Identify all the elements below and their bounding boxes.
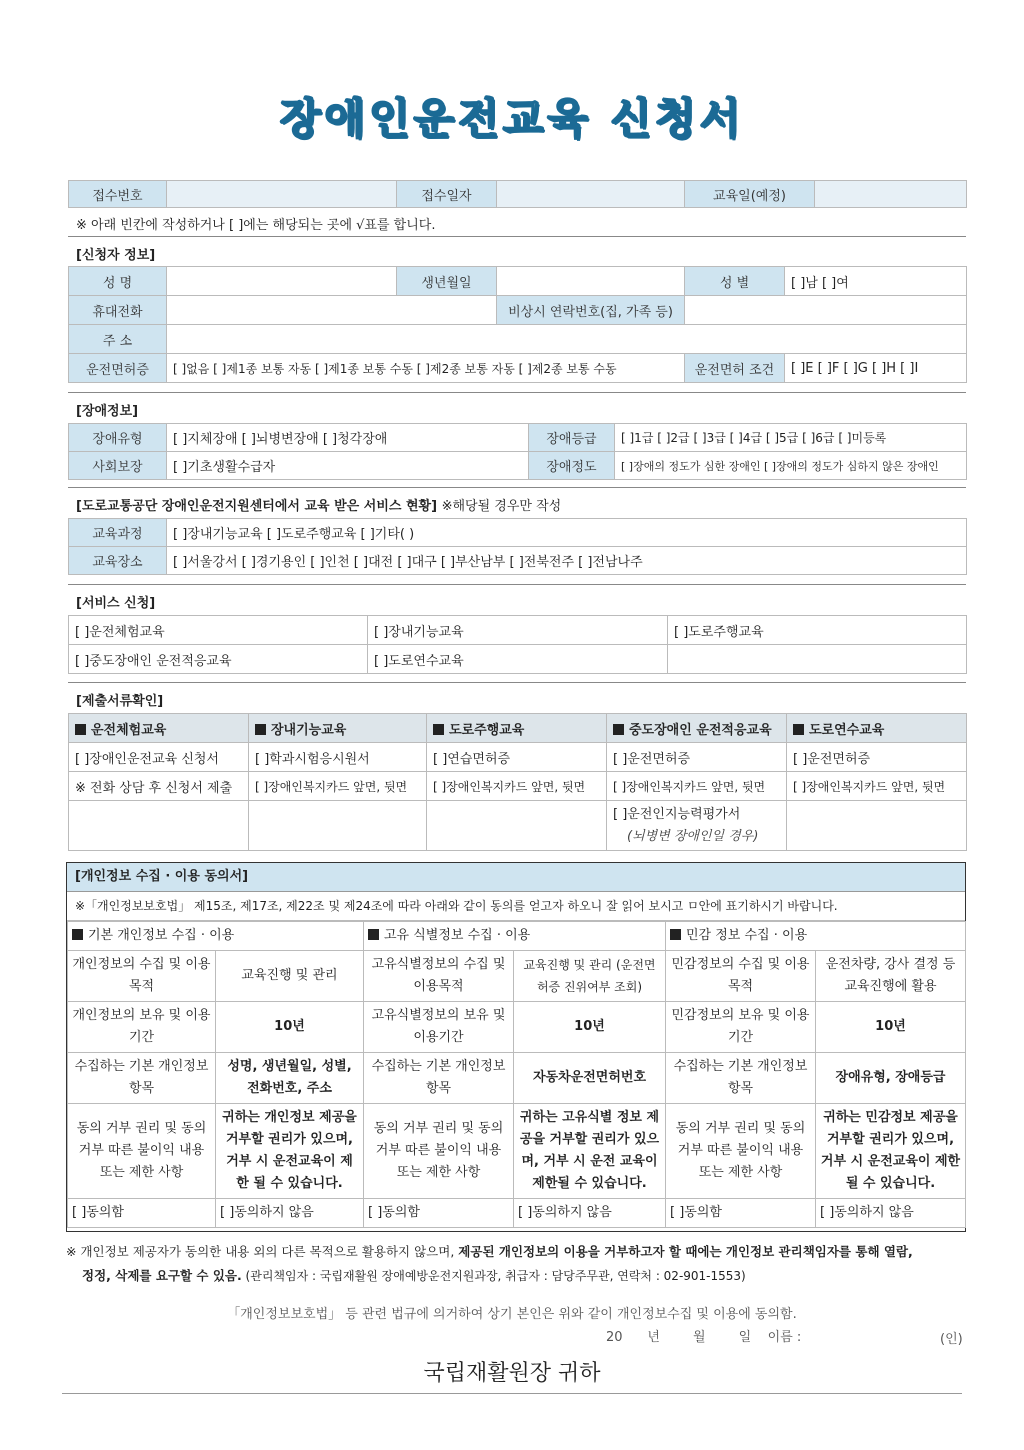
bottom-divider <box>62 1393 962 1394</box>
name-label: 성 명 <box>69 267 167 296</box>
doc-check[interactable]: [ ]장애인복지카드 앞면, 뒷면 <box>249 772 427 801</box>
license-options[interactable]: [ ]없음 [ ]제1종 보통 자동 [ ]제1종 보통 수동 [ ]제2종 보통 자동 [ ]제2종 보통 수동 <box>167 354 685 383</box>
service-adaptation[interactable]: [ ]중도장애인 운전적응교육 <box>69 645 368 674</box>
seal-mark: (인) <box>940 1332 963 1347</box>
square-bullet-icon <box>75 724 86 735</box>
footer-note-c: 정정, 삭제를 요구할 수 있음. <box>82 1268 242 1283</box>
consent-agree[interactable]: [ ]동의함 <box>364 1199 514 1228</box>
applicant-section-title: [신청자 정보] <box>76 248 156 263</box>
disability-grade-options[interactable]: [ ]1급 [ ]2급 [ ]3급 [ ]4급 [ ]5급 [ ]6급 [ ]미등록 <box>615 424 967 452</box>
consent-value: 10년 <box>514 1002 666 1053</box>
consent-sensitive-header: 민감 정보 수집 · 이용 <box>666 922 966 951</box>
consent-value: 귀하는 민감정보 제공을 거부할 권리가 있으며, 거부 시 운전교육이 제한될 수 있습니다. <box>816 1104 966 1199</box>
consent-label: 개인정보의 수집 및 이용목적 <box>68 951 216 1002</box>
disability-degree-label: 장애정도 <box>529 452 615 480</box>
consent-basic-header: 기본 개인정보 수집 · 이용 <box>68 922 364 951</box>
consent-agree[interactable]: [ ]동의함 <box>68 1199 216 1228</box>
consent-disagree[interactable]: [ ]동의하지 않음 <box>816 1199 966 1228</box>
signature-date[interactable]: 20 년 월 일 이름 : <box>606 1330 802 1345</box>
divider <box>68 584 966 585</box>
consent-label: 수집하는 기본 개인정보 항목 <box>666 1053 816 1104</box>
consent-value: 10년 <box>216 1002 364 1053</box>
consent-value: 운전차량, 강사 결정 등 교육진행에 활용 <box>816 951 966 1002</box>
doc-check[interactable]: [ ]운전면허증 <box>787 743 967 772</box>
sex-label: 성 별 <box>685 267 785 296</box>
consent-value: 귀하는 고유식별 정보 제공을 거부할 권리가 있으며, 거부 시 운전 교육이 제한될 수 있습니다. <box>514 1104 666 1199</box>
welfare-label: 사회보장 <box>69 452 167 480</box>
receipt-date-field[interactable] <box>497 181 685 208</box>
phone-label: 휴대전화 <box>69 296 167 325</box>
doc-header-road-training: 도로연수교육 <box>787 714 967 743</box>
receipt-no-label: 접수번호 <box>69 181 167 208</box>
divider <box>68 487 966 488</box>
consent-table <box>67 921 966 1228</box>
consent-box <box>66 862 966 1232</box>
square-bullet-icon <box>793 724 804 735</box>
history-section-note: ※해당될 경우만 작성 <box>441 499 562 514</box>
consent-label: 수집하는 기본 개인정보 항목 <box>68 1053 216 1104</box>
doc-header-experience: 운전체험교육 <box>69 714 249 743</box>
emergency-field[interactable] <box>685 296 967 325</box>
license-condition-options[interactable]: [ ]E [ ]F [ ]G [ ]H [ ]I <box>785 354 967 383</box>
consent-value: 귀하는 개인정보 제공을 거부할 권리가 있으며, 거부 시 운전교육이 제한 될 수 있습니다. <box>216 1104 364 1199</box>
phone-field[interactable] <box>167 296 497 325</box>
consent-value: 자동차운전면허번호 <box>514 1053 666 1104</box>
doc-phone-note: ※ 전화 상담 후 신청서 제출 <box>69 772 249 801</box>
consent-statement: 「개인정보보호법」 등 관련 법규에 의거하여 상기 본인은 위와 같이 개인정보수집 및 이용에 동의함. <box>227 1307 797 1322</box>
history-section-label: [도로교통공단 장애인운전지원센터에서 교육 받은 서비스 현황] <box>76 499 438 514</box>
consent-value: 장애유형, 장애등급 <box>816 1053 966 1104</box>
doc-check[interactable]: [ ]장애인복지카드 앞면, 뒷면 <box>427 772 607 801</box>
service-section-title: [서비스 신청] <box>76 596 156 611</box>
footer-note <box>66 1240 964 1288</box>
divider <box>68 682 966 683</box>
welfare-options[interactable]: [ ]기초생활수급자 <box>167 452 529 480</box>
consent-value: 교육진행 및 관리 (운전면허증 진위여부 조회) <box>514 951 666 1002</box>
doc-cognitive-eval-label: [ ]운전인지능력평가서 <box>613 806 741 822</box>
square-bullet-icon <box>433 724 444 735</box>
service-experience[interactable]: [ ]운전체험교육 <box>69 616 368 645</box>
edu-date-label: 교육일(예정) <box>685 181 815 208</box>
emergency-label: 비상시 연락번호(집, 가족 등) <box>497 296 685 325</box>
square-bullet-icon <box>613 724 624 735</box>
square-bullet-icon <box>670 929 681 940</box>
consent-label: 동의 거부 권리 및 동의 거부 따른 불이익 내용 또는 제한 사항 <box>666 1104 816 1199</box>
place-label: 교육장소 <box>69 547 167 575</box>
consent-agree[interactable]: [ ]동의함 <box>666 1199 816 1228</box>
sex-options[interactable]: [ ]남 [ ]여 <box>785 267 967 296</box>
disability-table <box>68 423 967 480</box>
service-road-driving[interactable]: [ ]도로주행교육 <box>668 616 967 645</box>
disability-grade-label: 장애등급 <box>529 424 615 452</box>
footer-note-b: 제공된 개인정보의 이용을 거부하고자 할 때에는 개인정보 관리책임자를 통해 열람, <box>458 1244 913 1259</box>
consent-intro: ※「개인정보보호법」 제15조, 제17조, 제22조 및 제24조에 따라 아래와 같이 동의를 얻고자 하오니 잘 읽어 보시고 ㅁ안에 표기하시기 바랍니다. <box>67 892 965 921</box>
consent-label: 고유식별정보의 보유 및 이용기간 <box>364 1002 514 1053</box>
doc-cognitive-eval-note: (뇌병변 장애인일 경우) <box>627 828 759 844</box>
service-course-function[interactable]: [ ]장내기능교육 <box>368 616 668 645</box>
doc-check[interactable]: [ ]장애인운전교육 신청서 <box>69 743 249 772</box>
consent-label: 고유식별정보의 수집 및 이용목적 <box>364 951 514 1002</box>
service-table <box>68 615 967 674</box>
footer-note-d: (관리책임자 : 국립재활원 장애예방운전지원과장, 취급자 : 담당주무관, 연락처 : 02-901-1553) <box>241 1269 746 1283</box>
receipt-date-label: 접수일자 <box>397 181 497 208</box>
disability-type-options[interactable]: [ ]지체장애 [ ]뇌병변장애 [ ]청각장애 <box>167 424 529 452</box>
divider <box>68 236 966 237</box>
history-section-title <box>76 495 561 514</box>
consent-label: 동의 거부 권리 및 동의 거부 따른 불이익 내용 또는 제한 사항 <box>364 1104 514 1199</box>
applicant-table <box>68 266 967 383</box>
doc-check[interactable]: [ ]장애인복지카드 앞면, 뒷면 <box>787 772 967 801</box>
course-label: 교육과정 <box>69 519 167 547</box>
documents-section-title: [제출서류확인] <box>76 694 164 709</box>
edu-date-field[interactable] <box>815 181 967 208</box>
consent-label: 민감정보의 수집 및 이용목적 <box>666 951 816 1002</box>
instruction-note: ※ 아래 빈칸에 작성하거나 [ ]에는 해당되는 곳에 √표를 합니다. <box>76 218 436 233</box>
recipient: 국립재활원장 귀하 <box>423 1361 601 1386</box>
doc-cognitive-eval[interactable] <box>607 801 787 851</box>
documents-table <box>68 713 967 851</box>
square-bullet-icon <box>255 724 266 735</box>
course-options[interactable]: [ ]장내기능교육 [ ]도로주행교육 [ ]기타( ) <box>167 519 967 547</box>
consent-unique-header: 고유 식별정보 수집 · 이용 <box>364 922 666 951</box>
doc-header-course: 장내기능교육 <box>249 714 427 743</box>
address-label: 주 소 <box>69 325 167 354</box>
doc-check[interactable]: [ ]운전면허증 <box>607 743 787 772</box>
consent-value: 성명, 생년월일, 성별, 전화번호, 주소 <box>216 1053 364 1104</box>
place-options[interactable]: [ ]서울강서 [ ]경기용인 [ ]인천 [ ]대전 [ ]대구 [ ]부산남부 [ ]전북전주 [ ]전남나주 <box>167 547 967 575</box>
receipt-table <box>68 180 967 208</box>
address-field[interactable] <box>167 325 967 354</box>
receipt-no-field[interactable] <box>167 181 397 208</box>
doc-header-road: 도로주행교육 <box>427 714 607 743</box>
disability-section-title: [장애정보] <box>76 404 139 419</box>
license-condition-label: 운전면허 조건 <box>685 354 785 383</box>
name-field[interactable] <box>167 267 397 296</box>
square-bullet-icon <box>368 929 379 940</box>
consent-section-title: [개인정보 수집 · 이용 동의서] <box>67 863 965 892</box>
divider <box>68 392 966 393</box>
service-road-training[interactable]: [ ]도로연수교육 <box>368 645 668 674</box>
consent-label: 수집하는 기본 개인정보 항목 <box>364 1053 514 1104</box>
doc-check[interactable]: [ ]학과시험응시원서 <box>249 743 427 772</box>
consent-label: 개인정보의 보유 및 이용기간 <box>68 1002 216 1053</box>
consent-label: 민감정보의 보유 및 이용기간 <box>666 1002 816 1053</box>
consent-disagree[interactable]: [ ]동의하지 않음 <box>216 1199 364 1228</box>
disability-degree-options[interactable]: [ ]장애의 정도가 심한 장애인 [ ]장애의 정도가 심하지 않은 장애인 <box>615 452 967 480</box>
form-title: 장애인운전교육 신청서 <box>279 94 745 143</box>
service-empty <box>668 645 967 674</box>
birth-label: 생년월일 <box>397 267 497 296</box>
consent-label: 동의 거부 권리 및 동의 거부 따른 불이익 내용 또는 제한 사항 <box>68 1104 216 1199</box>
history-table <box>68 518 967 575</box>
consent-disagree[interactable]: [ ]동의하지 않음 <box>514 1199 666 1228</box>
doc-check[interactable]: [ ]장애인복지카드 앞면, 뒷면 <box>607 772 787 801</box>
square-bullet-icon <box>72 929 83 940</box>
doc-check[interactable]: [ ]연습면허증 <box>427 743 607 772</box>
license-label: 운전면허증 <box>69 354 167 383</box>
disability-type-label: 장애유형 <box>69 424 167 452</box>
birth-field[interactable] <box>497 267 685 296</box>
doc-header-adaptation: 중도장애인 운전적응교육 <box>607 714 787 743</box>
footer-note-a: ※ 개인정보 제공자가 동의한 내용 외의 다른 목적으로 활용하지 않으며, <box>66 1244 459 1259</box>
consent-value: 10년 <box>816 1002 966 1053</box>
consent-value: 교육진행 및 관리 <box>216 951 364 1002</box>
